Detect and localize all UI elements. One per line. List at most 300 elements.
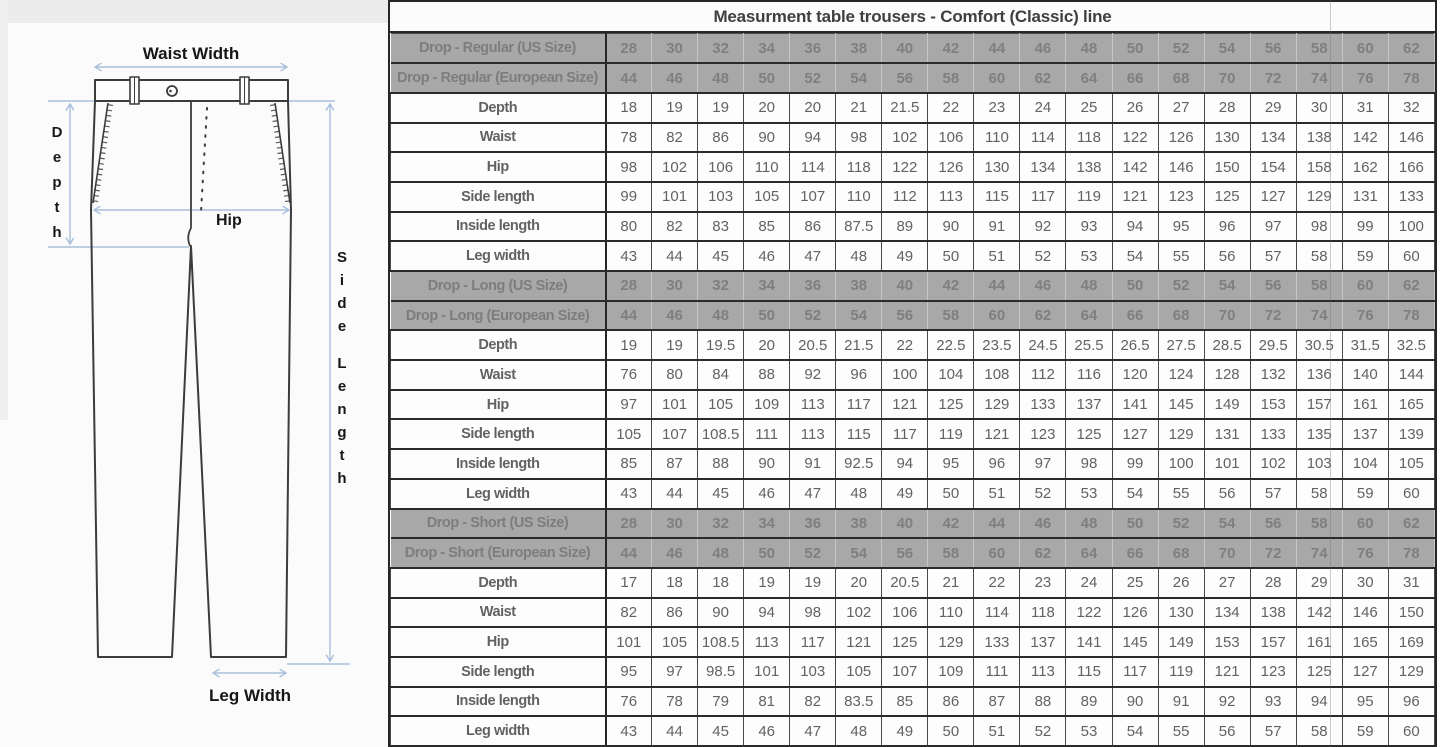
- measurement-value-cell: 107: [882, 657, 928, 687]
- size-value-cell: 40: [882, 34, 928, 64]
- measurement-value-cell: 146: [1388, 123, 1434, 153]
- size-value-cell: 44: [974, 509, 1020, 539]
- measurement-value-cell: 101: [606, 627, 652, 657]
- measurement-value-cell: 22: [882, 330, 928, 360]
- measurement-value-cell: 119: [1158, 657, 1204, 687]
- measurement-value-cell: 146: [1342, 598, 1388, 628]
- size-value-cell: 30: [652, 271, 698, 301]
- size-value-cell: 56: [1250, 34, 1296, 64]
- measurement-label: Leg width: [391, 716, 606, 746]
- measurement-value-cell: 102: [882, 123, 928, 153]
- measurement-value-cell: 103: [698, 182, 744, 212]
- size-value-cell: 62: [1020, 63, 1066, 93]
- size-value-cell: 34: [744, 271, 790, 301]
- size-value-cell: 74: [1296, 63, 1342, 93]
- size-value-cell: 76: [1342, 301, 1388, 331]
- hip-label: Hip: [216, 212, 242, 229]
- measurement-value-cell: 85: [744, 212, 790, 242]
- measurement-value-cell: 98: [836, 123, 882, 153]
- measurement-value-cell: 138: [1250, 598, 1296, 628]
- measurement-value-cell: 90: [1112, 687, 1158, 717]
- measurement-value-cell: 86: [928, 687, 974, 717]
- measurement-value-cell: 32: [1388, 93, 1434, 123]
- measurement-value-cell: 26: [1112, 93, 1158, 123]
- measurement-value-cell: 165: [1388, 390, 1434, 420]
- size-value-cell: 72: [1250, 63, 1296, 93]
- measurement-value-cell: 53: [1066, 241, 1112, 271]
- measurement-label: Leg width: [391, 479, 606, 509]
- measurement-value-cell: 78: [606, 123, 652, 153]
- measurement-value-cell: 154: [1250, 152, 1296, 182]
- measurement-value-cell: 87: [974, 687, 1020, 717]
- measurement-value-cell: 137: [1066, 390, 1112, 420]
- size-value-cell: 64: [1066, 301, 1112, 331]
- measurement-value-cell: 84: [698, 360, 744, 390]
- crease-dotted-line: [201, 108, 207, 212]
- measurement-value-cell: 90: [928, 212, 974, 242]
- size-value-cell: 58: [1296, 34, 1342, 64]
- measurement-value-cell: 47: [790, 241, 836, 271]
- measurement-value-cell: 78: [652, 687, 698, 717]
- measurement-value-cell: 104: [1342, 449, 1388, 479]
- size-value-cell: 48: [698, 301, 744, 331]
- measurement-value-cell: 56: [1204, 479, 1250, 509]
- measurement-value-cell: 125: [1066, 419, 1112, 449]
- measurement-value-cell: 133: [1020, 390, 1066, 420]
- measurement-value-cell: 133: [974, 627, 1020, 657]
- measurement-value-cell: 23.5: [974, 330, 1020, 360]
- measurement-value-cell: 118: [1020, 598, 1066, 628]
- measurement-value-cell: 86: [790, 212, 836, 242]
- measurement-value-cell: 95: [928, 449, 974, 479]
- measurement-value-cell: 30.5: [1296, 330, 1342, 360]
- size-value-cell: 54: [1204, 271, 1250, 301]
- measurement-value-cell: 27: [1204, 568, 1250, 598]
- size-value-cell: 54: [1204, 509, 1250, 539]
- measurement-value-cell: 101: [744, 657, 790, 687]
- measurement-value-cell: 97: [652, 657, 698, 687]
- measurement-value-cell: 105: [652, 627, 698, 657]
- size-system-label: Drop - Regular (US Size): [391, 34, 606, 64]
- measurement-value-cell: 118: [836, 152, 882, 182]
- measurement-value-cell: 98: [1296, 212, 1342, 242]
- size-value-cell: 58: [928, 63, 974, 93]
- measurement-value-cell: 21: [836, 93, 882, 123]
- measurement-value-cell: 123: [1020, 419, 1066, 449]
- measurement-value-cell: 104: [928, 360, 974, 390]
- size-value-cell: 36: [790, 34, 836, 64]
- measurement-value-cell: 113: [744, 627, 790, 657]
- size-value-cell: 74: [1296, 538, 1342, 568]
- size-value-cell: 52: [1158, 509, 1204, 539]
- measurement-value-cell: 128: [1204, 360, 1250, 390]
- measurement-value-cell: 88: [698, 449, 744, 479]
- measurement-row: [391, 598, 1435, 628]
- measurement-value-cell: 85: [882, 687, 928, 717]
- size-value-cell: 48: [698, 538, 744, 568]
- measurement-value-cell: 125: [1296, 657, 1342, 687]
- measurement-value-cell: 49: [882, 479, 928, 509]
- measurement-value-cell: 43: [606, 479, 652, 509]
- measurement-value-cell: 93: [1066, 212, 1112, 242]
- size-value-cell: 52: [790, 538, 836, 568]
- measurement-row: [391, 212, 1435, 242]
- measurement-value-cell: 87: [652, 449, 698, 479]
- measurement-value-cell: 99: [1342, 212, 1388, 242]
- measurement-row: [391, 419, 1435, 449]
- size-value-cell: 62: [1020, 301, 1066, 331]
- size-value-cell: 38: [836, 34, 882, 64]
- measurement-value-cell: 20: [836, 568, 882, 598]
- measurement-value-cell: 137: [1020, 627, 1066, 657]
- measurement-value-cell: 31.5: [1342, 330, 1388, 360]
- measurement-label: Waist: [391, 598, 606, 628]
- measurement-label: Side length: [391, 657, 606, 687]
- measurement-value-cell: 82: [606, 598, 652, 628]
- measurement-value-cell: 27.5: [1158, 330, 1204, 360]
- measurement-value-cell: 100: [1158, 449, 1204, 479]
- measurement-value-cell: 45: [698, 479, 744, 509]
- measurement-value-cell: 119: [928, 419, 974, 449]
- measurement-value-cell: 49: [882, 716, 928, 746]
- measurement-value-cell: 113: [928, 182, 974, 212]
- size-value-cell: 78: [1388, 538, 1434, 568]
- measurement-value-cell: 142: [1342, 123, 1388, 153]
- measurement-value-cell: 161: [1342, 390, 1388, 420]
- measurement-value-cell: 107: [652, 419, 698, 449]
- measurement-value-cell: 46: [744, 241, 790, 271]
- side-length-label: S i d e L e n g t h: [336, 249, 348, 487]
- measurement-value-cell: 115: [974, 182, 1020, 212]
- measurement-value-cell: 114: [974, 598, 1020, 628]
- size-value-cell: 56: [882, 63, 928, 93]
- measurement-label: Hip: [391, 152, 606, 182]
- measurement-value-cell: 46: [744, 716, 790, 746]
- measurement-value-cell: 17: [606, 568, 652, 598]
- measurement-value-cell: 83.5: [836, 687, 882, 717]
- measurement-value-cell: 32.5: [1388, 330, 1434, 360]
- measurement-value-cell: 169: [1388, 627, 1434, 657]
- measurement-value-cell: 117: [790, 627, 836, 657]
- measurement-value-cell: 96: [1388, 687, 1434, 717]
- size-value-cell: 66: [1112, 301, 1158, 331]
- size-value-cell: 74: [1296, 301, 1342, 331]
- size-value-cell: 46: [1020, 509, 1066, 539]
- measurement-value-cell: 140: [1342, 360, 1388, 390]
- measurement-value-cell: 25: [1066, 93, 1112, 123]
- measurement-value-cell: 58: [1296, 479, 1342, 509]
- measurement-value-cell: 21: [928, 568, 974, 598]
- size-value-cell: 78: [1388, 301, 1434, 331]
- measurement-value-cell: 98: [606, 152, 652, 182]
- measurement-value-cell: 19: [606, 330, 652, 360]
- size-value-cell: 44: [974, 271, 1020, 301]
- measurement-value-cell: 127: [1112, 419, 1158, 449]
- size-value-cell: 58: [928, 538, 974, 568]
- measurement-value-cell: 89: [882, 212, 928, 242]
- size-value-cell: 60: [1342, 509, 1388, 539]
- size-value-cell: 60: [1342, 34, 1388, 64]
- measurement-value-cell: 121: [974, 419, 1020, 449]
- measurement-value-cell: 94: [1112, 212, 1158, 242]
- measurement-value-cell: 56: [1204, 716, 1250, 746]
- measurement-value-cell: 60: [1388, 716, 1434, 746]
- measurement-label: Waist: [391, 360, 606, 390]
- measurement-value-cell: 96: [974, 449, 1020, 479]
- measurement-value-cell: 20.5: [790, 330, 836, 360]
- measurement-value-cell: 110: [928, 598, 974, 628]
- measurement-value-cell: 18: [606, 93, 652, 123]
- measurement-value-cell: 110: [836, 182, 882, 212]
- size-value-cell: 42: [928, 271, 974, 301]
- measurement-value-cell: 86: [652, 598, 698, 628]
- measurement-value-cell: 23: [1020, 568, 1066, 598]
- measurement-value-cell: 157: [1296, 390, 1342, 420]
- measurement-value-cell: 19: [744, 568, 790, 598]
- measurement-value-cell: 52: [1020, 241, 1066, 271]
- measurement-value-cell: 114: [790, 152, 836, 182]
- measurement-table-body: [391, 34, 1435, 747]
- measurement-table: [390, 33, 1435, 747]
- measurement-value-cell: 18: [652, 568, 698, 598]
- measurement-value-cell: 94: [1296, 687, 1342, 717]
- measurement-value-cell: 157: [1250, 627, 1296, 657]
- measurement-value-cell: 141: [1112, 390, 1158, 420]
- measurement-label: Inside length: [391, 449, 606, 479]
- measurement-row: [391, 687, 1435, 717]
- measurement-value-cell: 133: [1388, 182, 1434, 212]
- measurement-value-cell: 149: [1204, 390, 1250, 420]
- waistband: [95, 80, 288, 101]
- measurement-label: Leg width: [391, 241, 606, 271]
- size-system-label: Drop - Short (US Size): [391, 509, 606, 539]
- size-header-row: [391, 301, 1435, 331]
- measurement-value-cell: 92.5: [836, 449, 882, 479]
- measurement-value-cell: 134: [1204, 598, 1250, 628]
- measurement-value-cell: 106: [882, 598, 928, 628]
- size-value-cell: 56: [882, 301, 928, 331]
- measurement-value-cell: 121: [1112, 182, 1158, 212]
- measurement-value-cell: 59: [1342, 241, 1388, 271]
- size-value-cell: 62: [1388, 509, 1434, 539]
- size-value-cell: 68: [1158, 63, 1204, 93]
- measurement-value-cell: 126: [1112, 598, 1158, 628]
- measurement-value-cell: 103: [790, 657, 836, 687]
- measurement-value-cell: 105: [836, 657, 882, 687]
- measurement-row: [391, 627, 1435, 657]
- size-value-cell: 58: [1296, 509, 1342, 539]
- measurement-row: [391, 568, 1435, 598]
- measurement-value-cell: 56: [1204, 241, 1250, 271]
- size-value-cell: 54: [836, 301, 882, 331]
- measurement-value-cell: 102: [836, 598, 882, 628]
- measurement-value-cell: 130: [974, 152, 1020, 182]
- size-system-label: Drop - Long (US Size): [391, 271, 606, 301]
- measurement-value-cell: 91: [790, 449, 836, 479]
- size-value-cell: 58: [928, 301, 974, 331]
- measurement-value-cell: 102: [1250, 449, 1296, 479]
- measurement-value-cell: 153: [1204, 627, 1250, 657]
- trouser-diagram-svg: [0, 0, 388, 747]
- measurement-value-cell: 130: [1204, 123, 1250, 153]
- size-value-cell: 66: [1112, 538, 1158, 568]
- measurement-value-cell: 129: [1388, 657, 1434, 687]
- size-value-cell: 46: [1020, 34, 1066, 64]
- measurement-value-cell: 133: [1250, 419, 1296, 449]
- size-value-cell: 54: [836, 63, 882, 93]
- measurement-value-cell: 20.5: [882, 568, 928, 598]
- size-value-cell: 44: [606, 538, 652, 568]
- size-value-cell: 34: [744, 34, 790, 64]
- measurement-value-cell: 85: [606, 449, 652, 479]
- measurement-row: [391, 241, 1435, 271]
- measurement-value-cell: 93: [1250, 687, 1296, 717]
- measurement-value-cell: 101: [652, 182, 698, 212]
- measurement-value-cell: 129: [974, 390, 1020, 420]
- measurement-value-cell: 48: [836, 241, 882, 271]
- size-value-cell: 48: [698, 63, 744, 93]
- size-value-cell: 44: [974, 34, 1020, 64]
- measurement-value-cell: 19: [790, 568, 836, 598]
- measurement-value-cell: 30: [1296, 93, 1342, 123]
- measurement-value-cell: 82: [790, 687, 836, 717]
- measurement-value-cell: 54: [1112, 479, 1158, 509]
- size-value-cell: 62: [1020, 538, 1066, 568]
- measurement-value-cell: 114: [1020, 123, 1066, 153]
- measurement-row: [391, 390, 1435, 420]
- measurement-value-cell: 95: [1342, 687, 1388, 717]
- size-value-cell: 46: [652, 301, 698, 331]
- measurement-label: Inside length: [391, 687, 606, 717]
- size-value-cell: 40: [882, 509, 928, 539]
- measurement-value-cell: 92: [790, 360, 836, 390]
- size-value-cell: 58: [1296, 271, 1342, 301]
- measurement-value-cell: 127: [1342, 657, 1388, 687]
- measurement-value-cell: 27: [1158, 93, 1204, 123]
- size-value-cell: 50: [744, 63, 790, 93]
- size-value-cell: 28: [606, 34, 652, 64]
- measurement-value-cell: 120: [1112, 360, 1158, 390]
- size-value-cell: 76: [1342, 63, 1388, 93]
- measurement-label: Depth: [391, 568, 606, 598]
- size-value-cell: 76: [1342, 538, 1388, 568]
- measurement-value-cell: 122: [1112, 123, 1158, 153]
- measurement-value-cell: 79: [698, 687, 744, 717]
- size-value-cell: 32: [698, 271, 744, 301]
- measurement-value-cell: 28.5: [1204, 330, 1250, 360]
- size-system-label: Drop - Regular (European Size): [391, 63, 606, 93]
- measurement-value-cell: 88: [1020, 687, 1066, 717]
- measurement-value-cell: 76: [606, 360, 652, 390]
- size-value-cell: 66: [1112, 63, 1158, 93]
- measurement-value-cell: 59: [1342, 479, 1388, 509]
- measurement-value-cell: 94: [882, 449, 928, 479]
- measurement-value-cell: 101: [652, 390, 698, 420]
- measurement-value-cell: 121: [882, 390, 928, 420]
- measurement-value-cell: 44: [652, 479, 698, 509]
- size-value-cell: 48: [1066, 34, 1112, 64]
- measurement-value-cell: 29: [1296, 568, 1342, 598]
- size-header-row: [391, 63, 1435, 93]
- measurement-value-cell: 105: [1388, 449, 1434, 479]
- trouser-measurement-diagram: [0, 0, 388, 747]
- measurement-value-cell: 55: [1158, 716, 1204, 746]
- measurement-value-cell: 50: [928, 479, 974, 509]
- measurement-value-cell: 115: [836, 419, 882, 449]
- measurement-value-cell: 98: [1066, 449, 1112, 479]
- measurement-value-cell: 121: [836, 627, 882, 657]
- measurement-value-cell: 23: [974, 93, 1020, 123]
- measurement-value-cell: 80: [652, 360, 698, 390]
- measurement-value-cell: 126: [928, 152, 974, 182]
- size-value-cell: 48: [1066, 271, 1112, 301]
- size-value-cell: 70: [1204, 301, 1250, 331]
- size-value-cell: 38: [836, 509, 882, 539]
- measurement-label: Waist: [391, 123, 606, 153]
- size-system-label: Drop - Short (European Size): [391, 538, 606, 568]
- measurement-value-cell: 117: [882, 419, 928, 449]
- measurement-value-cell: 99: [606, 182, 652, 212]
- measurement-value-cell: 97: [1020, 449, 1066, 479]
- measurement-value-cell: 28: [1250, 568, 1296, 598]
- measurement-value-cell: 102: [652, 152, 698, 182]
- measurement-value-cell: 55: [1158, 479, 1204, 509]
- measurement-row: [391, 479, 1435, 509]
- measurement-row: [391, 330, 1435, 360]
- measurement-value-cell: 165: [1342, 627, 1388, 657]
- size-value-cell: 50: [1112, 34, 1158, 64]
- measurement-value-cell: 50: [928, 241, 974, 271]
- measurement-value-cell: 81: [744, 687, 790, 717]
- size-value-cell: 54: [1204, 34, 1250, 64]
- size-value-cell: 64: [1066, 63, 1112, 93]
- measurement-value-cell: 97: [606, 390, 652, 420]
- measurement-value-cell: 83: [698, 212, 744, 242]
- size-value-cell: 38: [836, 271, 882, 301]
- size-header-row: [391, 34, 1435, 64]
- measurement-value-cell: 58: [1296, 241, 1342, 271]
- measurement-value-cell: 20: [744, 93, 790, 123]
- size-value-cell: 46: [652, 63, 698, 93]
- measurement-value-cell: 110: [974, 123, 1020, 153]
- measurement-value-cell: 53: [1066, 479, 1112, 509]
- measurement-value-cell: 129: [1158, 419, 1204, 449]
- measurement-value-cell: 134: [1250, 123, 1296, 153]
- fly-center-line: [188, 101, 191, 246]
- measurement-value-cell: 50: [928, 716, 974, 746]
- measurement-value-cell: 21.5: [836, 330, 882, 360]
- measurement-value-cell: 26: [1158, 568, 1204, 598]
- measurement-value-cell: 94: [744, 598, 790, 628]
- measurement-value-cell: 91: [1158, 687, 1204, 717]
- measurement-value-cell: 153: [1250, 390, 1296, 420]
- measurement-label: Depth: [391, 330, 606, 360]
- measurement-value-cell: 98.5: [698, 657, 744, 687]
- waist-button-icon: [167, 86, 177, 96]
- measurement-value-cell: 57: [1250, 716, 1296, 746]
- measurement-value-cell: 24: [1066, 568, 1112, 598]
- size-value-cell: 68: [1158, 538, 1204, 568]
- measurement-value-cell: 92: [1204, 687, 1250, 717]
- size-value-cell: 56: [882, 538, 928, 568]
- measurement-label: Side length: [391, 182, 606, 212]
- size-value-cell: 36: [790, 509, 836, 539]
- measurement-value-cell: 94: [790, 123, 836, 153]
- measurement-value-cell: 22.5: [928, 330, 974, 360]
- measurement-value-cell: 124: [1158, 360, 1204, 390]
- measurement-value-cell: 134: [1020, 152, 1066, 182]
- measurement-value-cell: 145: [1158, 390, 1204, 420]
